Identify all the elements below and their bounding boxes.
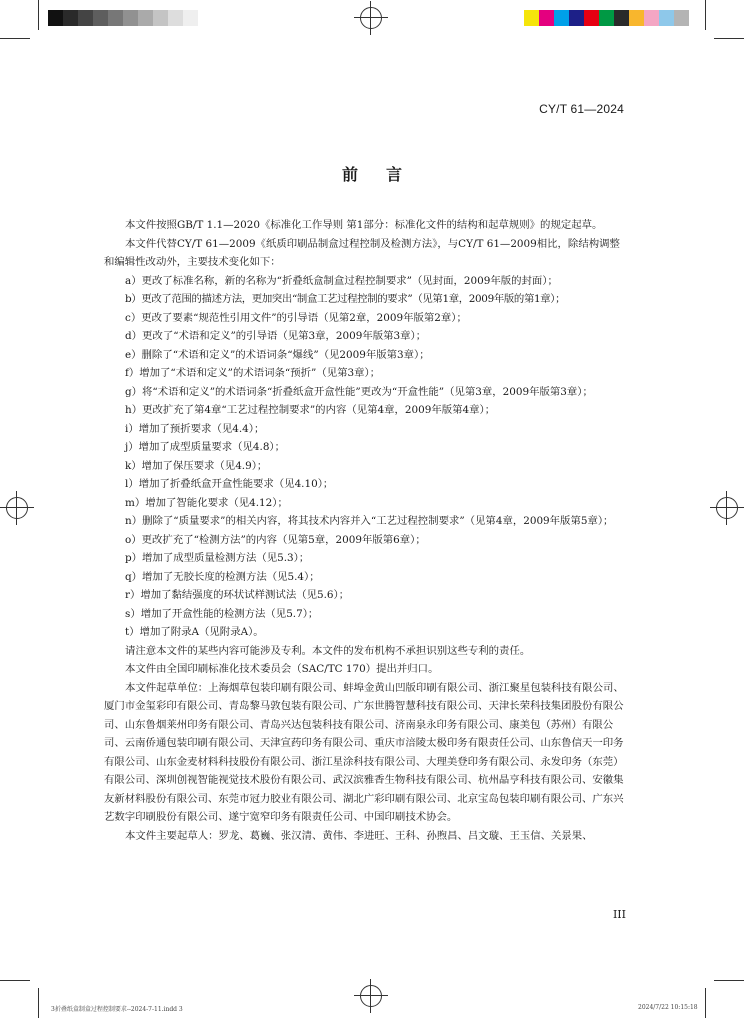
change-item: m）增加了智能化要求（见4.12）； bbox=[125, 496, 288, 509]
crop-mark bbox=[705, 988, 706, 1018]
crop-mark bbox=[705, 0, 706, 30]
standard-code: CY/T 61—2024 bbox=[539, 102, 624, 116]
change-item: d）更改了“术语和定义”的引导语（见第3章，2009年版第3章）； bbox=[125, 330, 427, 342]
change-item: r）增加了黏结强度的环状试样测试法（见5.6）； bbox=[125, 589, 350, 601]
change-item: e）删除了“术语和定义”的术语词条“爆线”（见2009年版第3章）； bbox=[125, 348, 430, 361]
change-item: n）删除了“质量要求”的相关内容，将其技术内容并入“工艺过程控制要求”（见第4章，2009年版第5章）； bbox=[125, 515, 614, 527]
intro-paragraph: 本文件代替CY/T 61—2009《纸质印刷品制盒过程控制及检测方法》，与CY/T 61—2009相比，除结构调整和编辑性改动外，主要技术变化如下： bbox=[104, 237, 620, 268]
print-timestamp: 2024/7/22 10:15:18 bbox=[638, 1004, 698, 1011]
calibration-swatch bbox=[108, 10, 123, 26]
calibration-swatch bbox=[183, 10, 198, 26]
change-item: t）增加了附录A（见附录A）。 bbox=[125, 626, 264, 638]
calibration-swatch bbox=[569, 10, 584, 26]
crop-mark bbox=[38, 988, 39, 1018]
registration-mark-icon bbox=[6, 497, 28, 519]
calibration-swatch bbox=[48, 10, 63, 26]
change-item: l）增加了折叠纸盒开盒性能要求（见4.10）； bbox=[125, 478, 334, 490]
calibration-swatch bbox=[153, 10, 168, 26]
color-calibration-strip bbox=[524, 10, 689, 26]
calibration-swatch bbox=[123, 10, 138, 26]
calibration-swatch bbox=[599, 10, 614, 26]
registration-mark-icon bbox=[360, 985, 382, 1007]
intro-paragraph: 本文件按照GB/T 1.1—2020《标准化工作导则 第1部分：标准化文件的结构和起草规则》的规定起草。 bbox=[125, 219, 603, 231]
drafting-units-paragraph: 本文件起草单位：上海烟草包装印刷有限公司、蚌埠金黄山凹版印刷有限公司、浙江聚星包装科技有限公司、厦门市金玺彩印有限公司、青岛黎马敦包装有限公司、广东世腾智慧科技有限公司、天津长荣科技集团股份有限公司、山东鲁烟莱州印务有限公司、青岛兴达包装科技有限公司、济南泉永印务有限公司、康美包（苏州）有限公司、云南侨通包装印刷有限公司、天津宣药印务有限公司、重庆市涪陵太极印务有限责任公司、山东鲁信天一印务有限公司、山东金麦材料科技股份有限公司、浙江星涂科技有限公司、大理美登印务有限公司、永发印务（东莞）有限公司、深圳创视智能视觉技术股份有限公司、武汉滨雅香生物科技有限公司、杭州晶亨科技有限公司、安徽集友新材料股份有限公司、东莞市冠力胶业有限公司、湖北广彩印刷有限公司、北京宝岛包装印刷有限公司、广东兴艺数字印刷股份有限公司、遂宁宽窄印务有限责任公司、中国印刷技术协会。 bbox=[104, 681, 624, 823]
calibration-swatch bbox=[138, 10, 153, 26]
change-item: f）增加了“术语和定义”的术语词条“预折”（见第3章）； bbox=[125, 367, 381, 379]
gray-calibration-strip bbox=[48, 10, 198, 26]
calibration-swatch bbox=[554, 10, 569, 26]
change-item: o）更改扩充了“检测方法”的内容（见第5章，2009年版第6章）； bbox=[125, 533, 426, 546]
change-item: s）增加了开盒性能的检测方法（见5.7）； bbox=[125, 607, 319, 620]
change-item: j）增加了成型质量要求（见4.8）； bbox=[125, 441, 286, 453]
patent-notice: 请注意本文件的某些内容可能涉及专利。本文件的发布机构不承担识别这些专利的责任。 bbox=[125, 644, 531, 657]
calibration-swatch bbox=[629, 10, 644, 26]
change-item: p）增加了成型质量检测方法（见5.3）； bbox=[125, 552, 310, 564]
change-item: c）更改了要素“规范性引用文件”的引导语（见第2章，2009年版第2章）； bbox=[125, 311, 467, 324]
registration-mark-icon bbox=[716, 497, 738, 519]
calibration-swatch bbox=[659, 10, 674, 26]
calibration-swatch bbox=[539, 10, 554, 26]
calibration-swatch bbox=[644, 10, 659, 26]
change-item: h）更改扩充了第4章“工艺过程控制要求”的内容（见第4章，2009年版第4章）； bbox=[125, 404, 496, 416]
change-item: q）增加了无胶长度的检测方法（见5.4）； bbox=[125, 570, 320, 583]
crop-mark bbox=[0, 38, 30, 39]
crop-mark bbox=[38, 0, 39, 30]
file-info: 3折叠纸盒制盒过程控制要求--2024-7-11.indd 3 bbox=[51, 1006, 183, 1013]
change-item: k）增加了保压要求（见4.9）； bbox=[125, 459, 268, 472]
calibration-swatch bbox=[93, 10, 108, 26]
crop-mark bbox=[0, 980, 30, 981]
change-item: g）将“术语和定义”的术语词条“折叠纸盒开盒性能”更改为“开盒性能”（见第3章，2009年版第3章）； bbox=[125, 385, 593, 398]
change-item: i）增加了预折要求（见4.4）； bbox=[125, 422, 265, 435]
calibration-swatch bbox=[584, 10, 599, 26]
calibration-swatch bbox=[674, 10, 689, 26]
calibration-swatch bbox=[63, 10, 78, 26]
calibration-swatch bbox=[524, 10, 539, 26]
page-number: III bbox=[612, 908, 626, 921]
committee-paragraph: 本文件由全国印刷标准化技术委员会（SAC/TC 170）提出并归口。 bbox=[125, 663, 439, 675]
registration-mark-icon bbox=[360, 7, 382, 29]
calibration-swatch bbox=[78, 10, 93, 26]
crop-mark bbox=[714, 980, 744, 981]
crop-mark bbox=[714, 38, 744, 39]
change-item: a）更改了标准名称，新的名称为“折叠纸盒制盒过程控制要求”（见封面，2009年版的封面）； bbox=[125, 274, 558, 287]
change-item: b）更改了范围的描述方法，更加突出“制盒工艺过程控制的要求”（见第1章，2009年版的第1章）； bbox=[125, 293, 566, 305]
drafters-paragraph: 本文件主要起草人：罗龙、葛巍、张汉清、黄伟、李进旺、王科、孙煦昌、吕文璇、王玉信、关景果、 bbox=[125, 829, 593, 842]
foreword-body bbox=[104, 216, 624, 845]
calibration-swatch bbox=[168, 10, 183, 26]
calibration-swatch bbox=[614, 10, 629, 26]
page-title: 前言 bbox=[341, 165, 430, 184]
